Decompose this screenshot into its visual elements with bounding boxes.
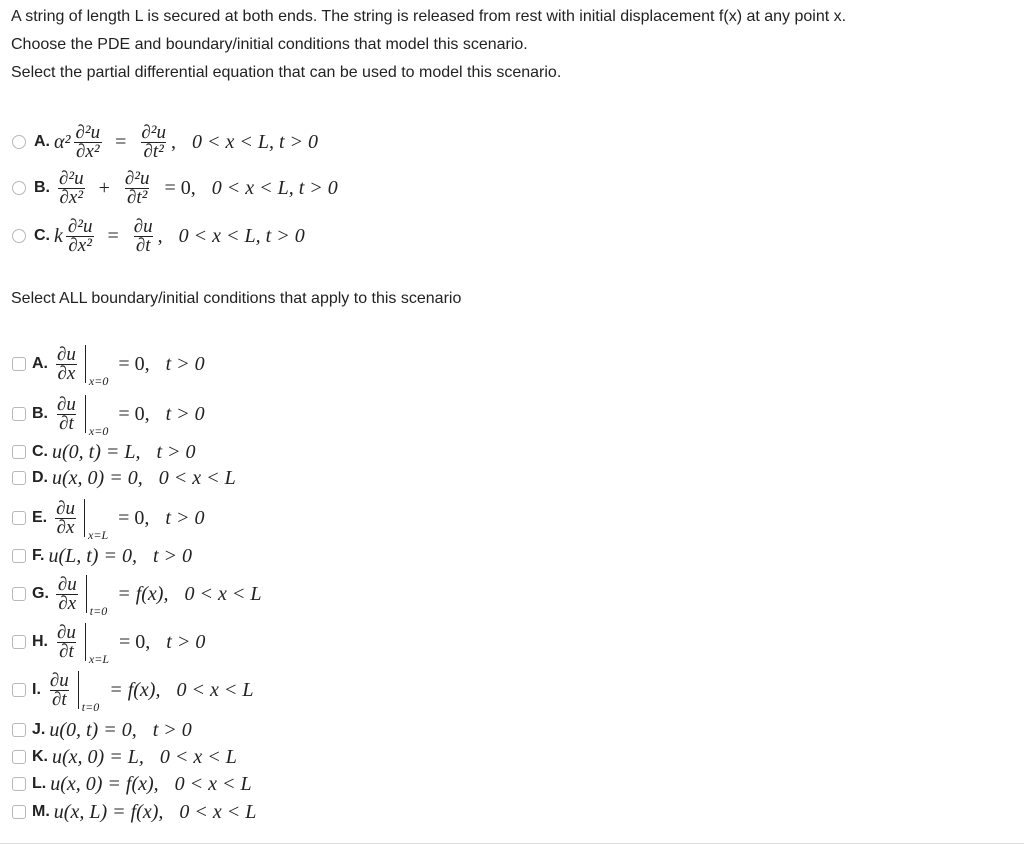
option-expression: α² $\frac{\text{∂²u}}{\text{∂x²}}$ = $\frac{\text{∂²u}}{\text{∂t²}}$ , 0 < x < L, t > 0 xyxy=(54,121,319,162)
radio-button[interactable] xyxy=(12,229,26,243)
radio-button[interactable] xyxy=(12,181,26,195)
bc-option-h[interactable]: H. $\frac{\partial u}{\partial t}$ x=L = 0, t > 0 xyxy=(12,622,205,662)
bc-option-k[interactable]: K. u(x, 0) = L, 0 < x < L xyxy=(12,746,237,768)
pde-option-b[interactable] xyxy=(12,168,338,208)
option-expression: $\frac{\text{∂²u}}{\text{∂x²}}$ + $\frac{\text{∂²u}}{\text{∂t²}}$ = 0, 0 < x < L, t > 0 xyxy=(59,167,338,208)
option-label: C. xyxy=(34,227,50,244)
checkbox[interactable] xyxy=(12,635,26,649)
bc-prompt: Select ALL boundary/initial conditions that apply to this scenario xyxy=(11,290,462,307)
bc-option-g[interactable]: G. $\frac{\partial u}{\partial x}$ t=0 = f(x), 0 < x < L xyxy=(12,574,261,614)
pde-option-a[interactable] xyxy=(12,122,318,162)
checkbox[interactable] xyxy=(12,587,26,601)
question-line-1: A string of length L is secured at both ends. The string is released from rest with initial displacement f(x) at any point x. xyxy=(11,8,847,25)
checkbox[interactable] xyxy=(12,445,26,459)
radio-button[interactable] xyxy=(12,135,26,149)
checkbox[interactable] xyxy=(12,750,26,764)
checkbox[interactable] xyxy=(12,549,26,563)
checkbox[interactable] xyxy=(12,357,26,371)
option-label: B. xyxy=(34,179,50,196)
checkbox[interactable] xyxy=(12,777,26,791)
checkbox[interactable] xyxy=(12,723,26,737)
bc-option-a[interactable]: A. $\frac{\partial u}{\partial x}$ x=0 = 0, t > 0 xyxy=(12,344,205,384)
bc-option-d[interactable]: D. u(x, 0) = 0, 0 < x < L xyxy=(12,467,236,489)
checkbox[interactable] xyxy=(12,805,26,819)
option-label: A. xyxy=(34,133,50,150)
bc-option-j[interactable]: J. u(0, t) = 0, t > 0 xyxy=(12,719,192,741)
question-line-2: Choose the PDE and boundary/initial conditions that model this scenario. xyxy=(11,36,528,53)
bc-option-b[interactable]: B. $\frac{\partial u}{\partial t}$ x=0 = 0, t > 0 xyxy=(12,394,205,434)
bc-option-i[interactable]: I. $\frac{\partial u}{\partial t}$ t=0 = f(x), 0 < x < L xyxy=(12,670,253,710)
checkbox[interactable] xyxy=(12,407,26,421)
checkbox[interactable] xyxy=(12,683,26,697)
checkbox[interactable] xyxy=(12,471,26,485)
question-line-3: Select the partial differential equation that can be used to model this scenario. xyxy=(11,64,562,81)
bc-option-m[interactable]: M. u(x, L) = f(x), 0 < x < L xyxy=(12,801,256,823)
bc-option-l[interactable]: L. u(x, 0) = f(x), 0 < x < L xyxy=(12,773,252,795)
bc-option-e[interactable]: E. $\frac{\partial u}{\partial x}$ x=L = 0, t > 0 xyxy=(12,498,204,538)
bc-option-f[interactable]: F. u(L, t) = 0, t > 0 xyxy=(12,545,192,567)
checkbox[interactable] xyxy=(12,511,26,525)
bc-option-c[interactable]: C. u(0, t) = L, t > 0 xyxy=(12,441,196,463)
option-expression: k $\frac{\text{∂²u}}{\text{∂x²}}$ = $\frac{\partial u}{\partial t}$ , 0 < x < L, t > 0 xyxy=(54,215,305,256)
pde-option-c[interactable] xyxy=(12,216,305,256)
